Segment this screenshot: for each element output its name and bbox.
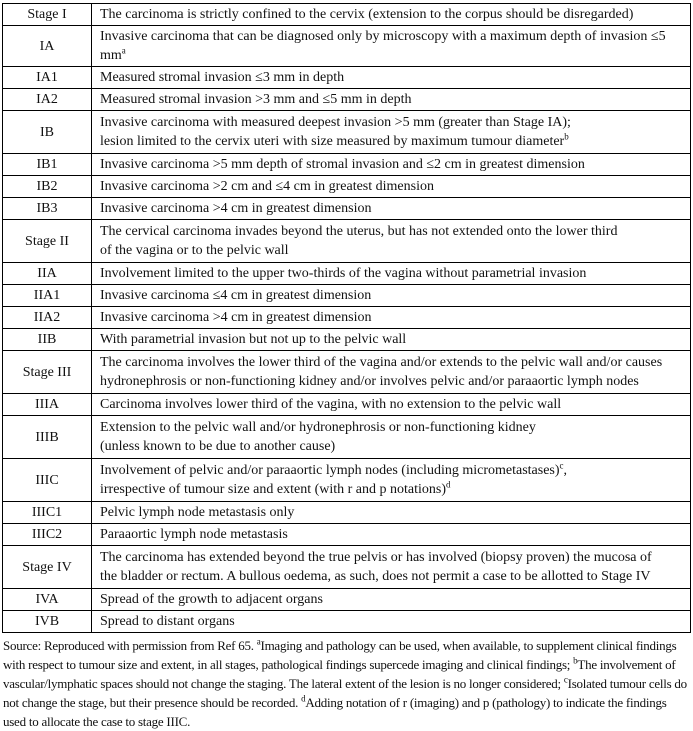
description-cell: Spread of the growth to adjacent organs <box>92 589 691 611</box>
table-row-ia1 <box>3 67 691 89</box>
footnote-marker: d <box>446 479 451 490</box>
stage-cell: Stage I <box>3 4 92 26</box>
punctuation: , <box>563 463 568 478</box>
footnote-c-text: Isolated tumour cells do not change the stage, but their presence should be recorded. <box>3 676 687 710</box>
description-cell: Invasive carcinoma >2 cm and ≤4 cm in greatest dimension <box>92 176 691 198</box>
description-cell <box>92 351 691 394</box>
description-cell: Invasive carcinoma >4 cm in greatest dimension <box>92 307 691 329</box>
table-row-ib3 <box>3 198 691 220</box>
stage-cell: IVA <box>3 589 92 611</box>
table-row-iiia <box>3 394 691 416</box>
description-cell: With parametrial invasion but not up to the pelvic wall <box>92 329 691 351</box>
description-line-1: Invasive carcinoma with measured deepest invasion >5 mm (greater than Stage IA); <box>100 115 571 130</box>
stage-cell: IB2 <box>3 176 92 198</box>
stage-cell: IIA1 <box>3 285 92 307</box>
description-cell: Invasive carcinoma >4 cm in greatest dimension <box>92 198 691 220</box>
description-line-1: The cervical carcinoma invades beyond the uterus, but has not extended onto the lower third <box>100 224 618 239</box>
description-cell: Measured stromal invasion ≤3 mm in depth <box>92 67 691 89</box>
footnote-marker: a <box>121 45 126 56</box>
footnote-marker-d: d <box>301 693 306 704</box>
footnote-marker-a: a <box>256 636 261 647</box>
stage-cell: IIB <box>3 329 92 351</box>
table-row-stage-iv <box>3 546 691 589</box>
description-cell <box>92 546 691 589</box>
stage-cell: IIIC1 <box>3 502 92 524</box>
description-line-1: Involvement of pelvic and/or paraaortic lymph nodes (including micrometastases) <box>100 463 560 478</box>
footnote-marker: c <box>559 460 564 471</box>
table-row-ia2 <box>3 89 691 111</box>
stage-cell: IVB <box>3 611 92 633</box>
stage-cell: IIA2 <box>3 307 92 329</box>
table-row-stage-i <box>3 4 691 26</box>
table-row-ia <box>3 26 691 67</box>
description-cell <box>92 111 691 154</box>
footnote-a-text: Imaging and pathology can be used, when available, to supplement clinical findings with respect to tumour size and extent, in all stages, pathological findings supercede imaging and clinical findings; <box>3 638 677 672</box>
table-row-ib <box>3 111 691 154</box>
description-cell: Pelvic lymph node metastasis only <box>92 502 691 524</box>
table-row-iiic2 <box>3 524 691 546</box>
stage-cell: IIIA <box>3 394 92 416</box>
stage-cell: IIIC2 <box>3 524 92 546</box>
table-row-iia2 <box>3 307 691 329</box>
table-row-ib2 <box>3 176 691 198</box>
description-cell: Invasive carcinoma ≤4 cm in greatest dimension <box>92 285 691 307</box>
description-line-2: the bladder or rectum. A bullous oedema, as such, does not permit a case to be allotted to Stage IV <box>100 569 651 584</box>
table-row-stage-iii <box>3 351 691 394</box>
description-cell: The carcinoma is strictly confined to the cervix (extension to the corpus should be disregarded) <box>92 4 691 26</box>
table-row-iib <box>3 329 691 351</box>
stage-cell: IB <box>3 111 92 154</box>
table-row-stage-ii <box>3 220 691 263</box>
description-cell: Involvement limited to the upper two-thirds of the vagina without parametrial invasion <box>92 263 691 285</box>
description-line-1: The carcinoma has extended beyond the true pelvis or has involved (biopsy proven) the mucosa of <box>100 550 652 565</box>
stage-cell: IB3 <box>3 198 92 220</box>
stage-cell: Stage III <box>3 351 92 394</box>
table-row-iiic <box>3 459 691 502</box>
footnote-d-text: Adding notation of r (imaging) and p (pathology) to indicate the findings used to allocate the case to stage IIIC. <box>3 695 667 729</box>
table-row-iia1 <box>3 285 691 307</box>
source-text: Source: Reproduced with permission from Ref 65. <box>3 638 257 653</box>
footnote-marker-c: c <box>563 674 568 685</box>
table-row-iiib <box>3 416 691 459</box>
description-cell <box>92 459 691 502</box>
stage-cell: IIA <box>3 263 92 285</box>
stage-cell: Stage IV <box>3 546 92 589</box>
description-line-2: (unless known to be due to another cause) <box>100 439 336 454</box>
description-cell <box>92 416 691 459</box>
description-line-2: lesion limited to the cervix uteri with size measured by maximum tumour diameter <box>100 134 565 149</box>
stage-cell: IA2 <box>3 89 92 111</box>
description-cell: Spread to distant organs <box>92 611 691 633</box>
description-cell <box>92 220 691 263</box>
table-row-iva <box>3 589 691 611</box>
description-cell: Measured stromal invasion >3 mm and ≤5 mm in depth <box>92 89 691 111</box>
footnote-b-text: The involvement of vascular/lymphatic spaces should not change the staging. The lateral extent of the lesion is no longer considered; <box>3 657 676 691</box>
stage-cell: IB1 <box>3 154 92 176</box>
footnote-marker: b <box>564 131 569 142</box>
table-row-ib1 <box>3 154 691 176</box>
figo-staging-table <box>2 3 691 633</box>
description-line-1: Extension to the pelvic wall and/or hydronephrosis or non-functioning kidney <box>100 420 536 435</box>
stage-cell: Stage II <box>3 220 92 263</box>
description-line-2: hydronephrosis or non-functioning kidney and/or involves pelvic and/or paraaortic lymph nodes <box>100 374 639 389</box>
description-text: Invasive carcinoma that can be diagnosed only by microscopy with a maximum depth of invasion ≤5 mm <box>100 29 666 63</box>
footnote-marker-b: b <box>573 655 578 666</box>
table-row-iia <box>3 263 691 285</box>
description-line-2: irrespective of tumour size and extent (with r and p notations) <box>100 482 447 497</box>
stage-cell: IIIB <box>3 416 92 459</box>
table-row-iiic1 <box>3 502 691 524</box>
stage-cell: IA1 <box>3 67 92 89</box>
description-cell <box>92 26 691 67</box>
description-cell: Invasive carcinoma >5 mm depth of stromal invasion and ≤2 cm in greatest dimension <box>92 154 691 176</box>
description-cell: Paraaortic lymph node metastasis <box>92 524 691 546</box>
stage-cell: IIIC <box>3 459 92 502</box>
table-row-ivb <box>3 611 691 633</box>
description-line-1: The carcinoma involves the lower third of the vagina and/or extends to the pelvic wall and/or causes <box>100 355 663 370</box>
description-line-2: of the vagina or to the pelvic wall <box>100 243 289 258</box>
stage-cell: IA <box>3 26 92 67</box>
description-cell: Carcinoma involves lower third of the vagina, with no extension to the pelvic wall <box>92 394 691 416</box>
